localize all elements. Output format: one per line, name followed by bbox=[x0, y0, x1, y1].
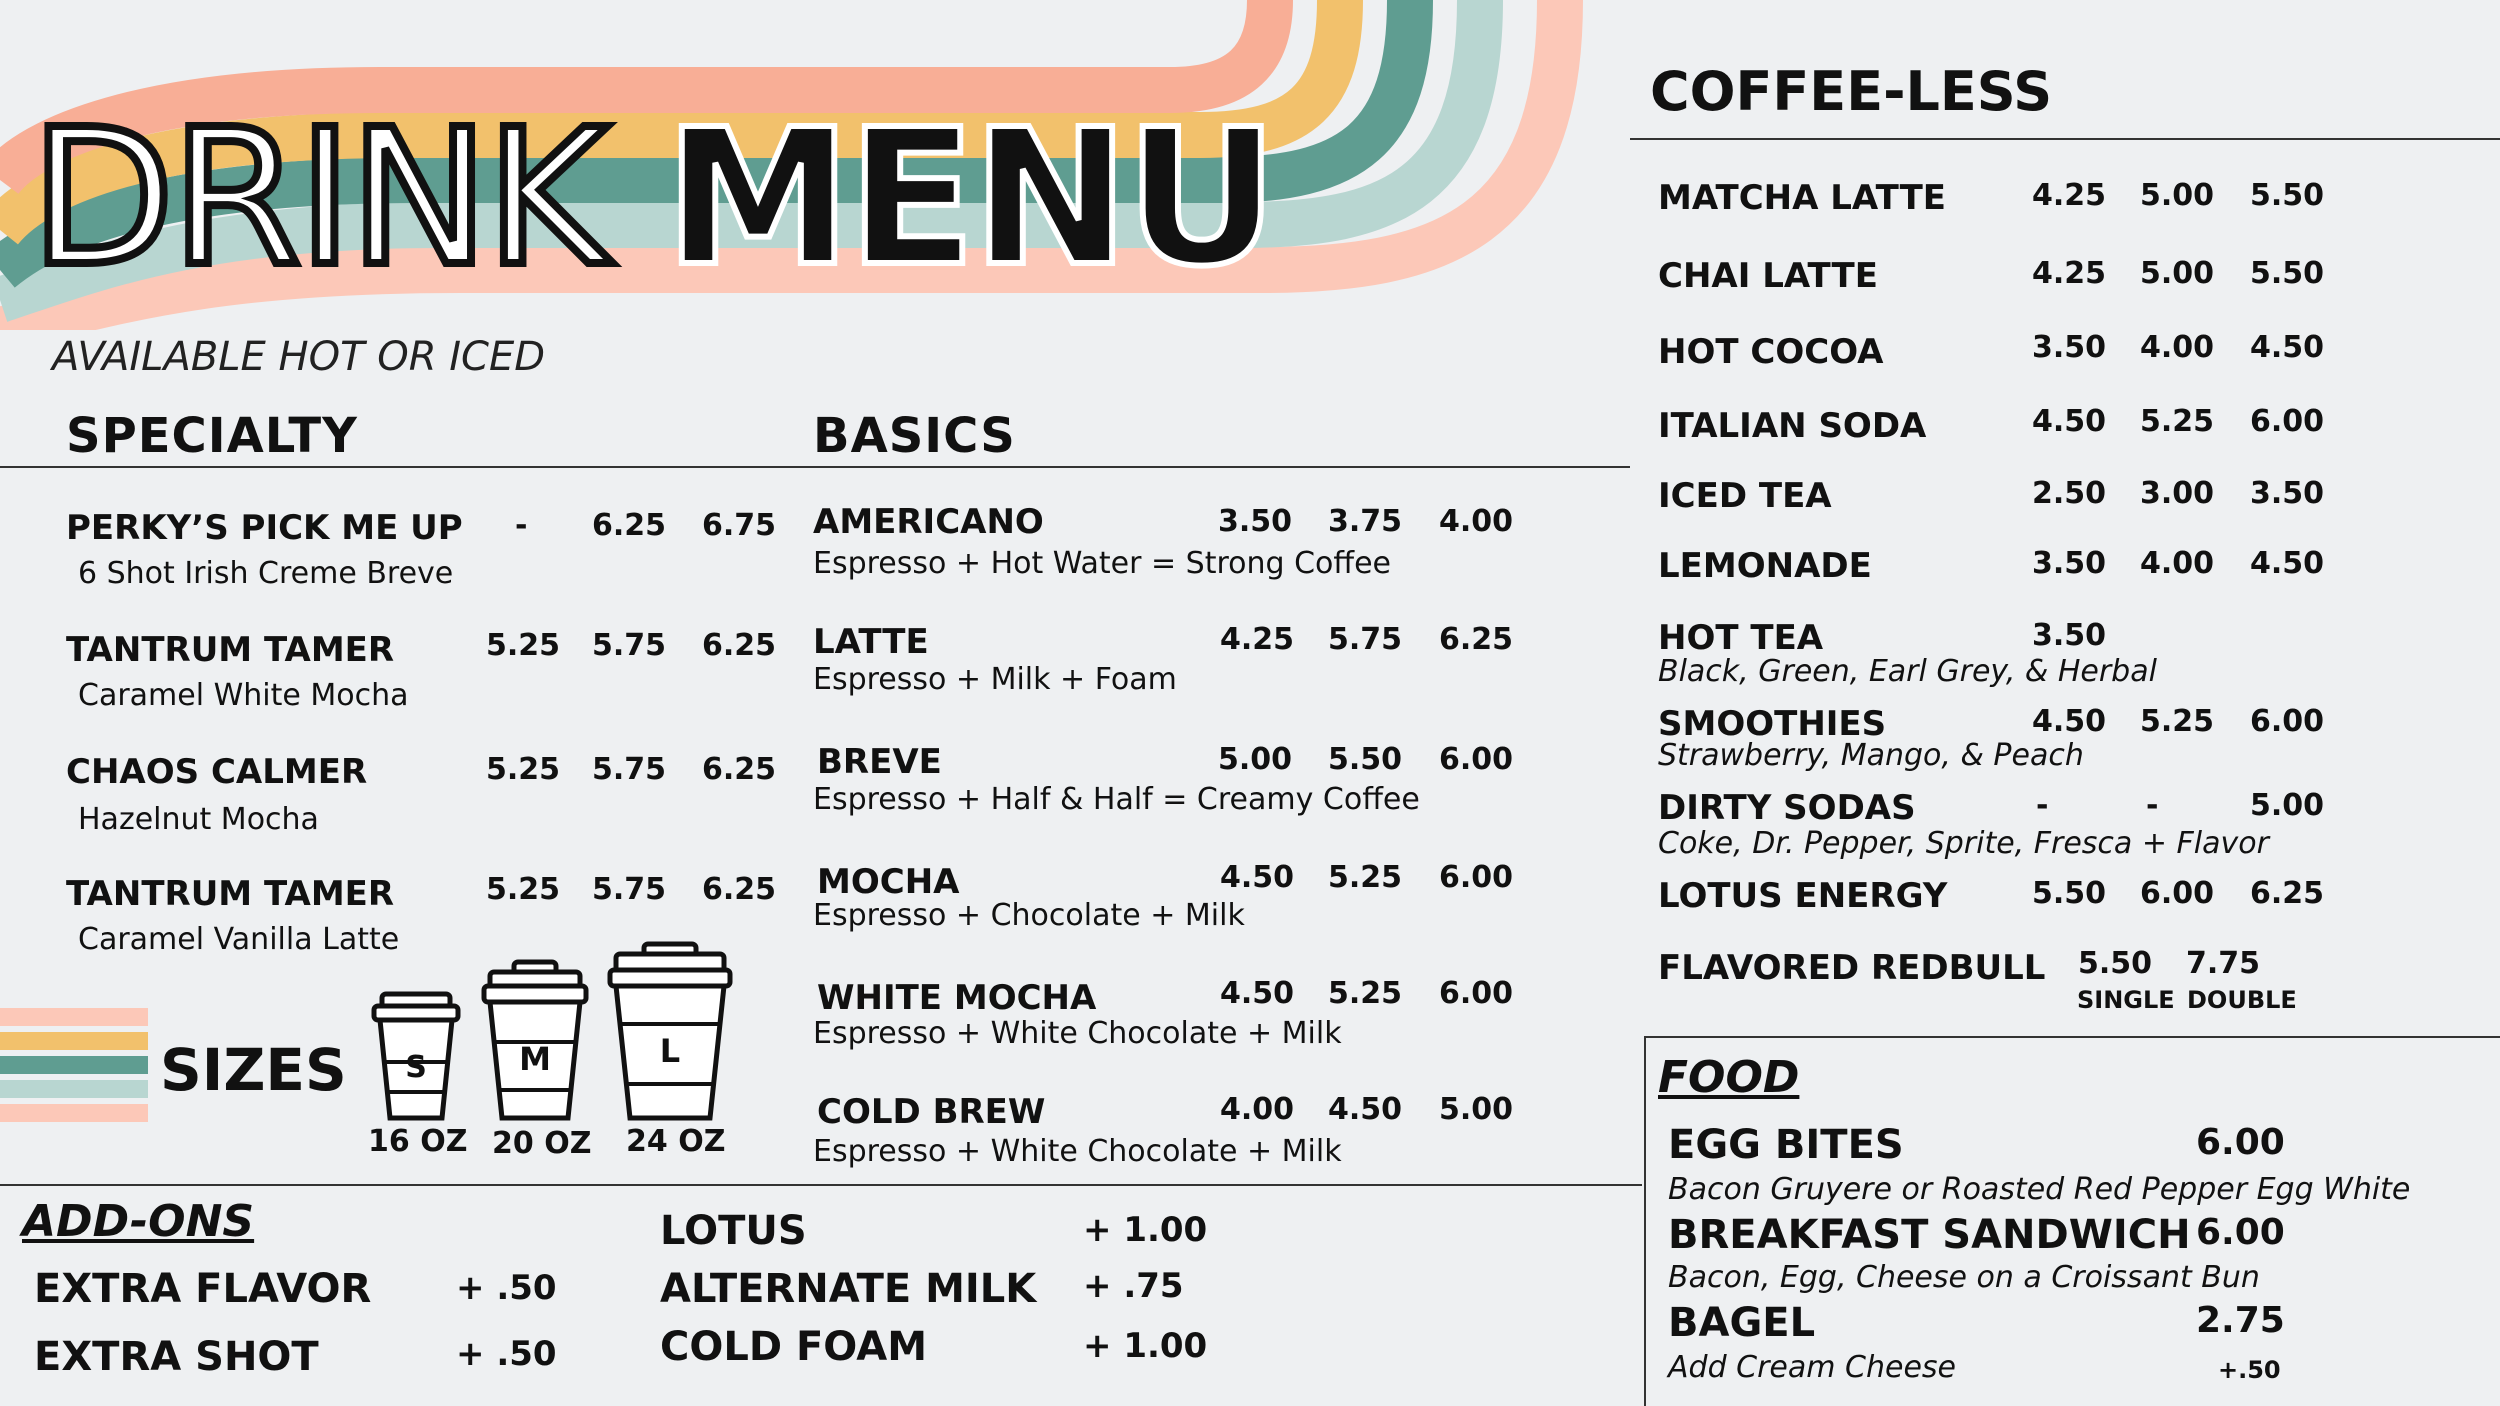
item-name: COLD BREW bbox=[817, 1092, 1046, 1132]
price-large: 5.00 bbox=[2250, 788, 2325, 823]
price-large: 6.25 bbox=[702, 628, 777, 663]
price-large: 6.00 bbox=[2250, 404, 2325, 439]
item-name: CHAI LATTE bbox=[1658, 256, 1878, 296]
item-name: TANTRUM TAMER bbox=[66, 630, 395, 670]
title-drink: DRINK bbox=[30, 89, 605, 308]
food-box-top-border bbox=[1644, 1036, 2500, 1038]
item-name: BREVE bbox=[817, 742, 942, 782]
item-price: 2.75 bbox=[2196, 1300, 2285, 1341]
food-box-left-border bbox=[1644, 1036, 1646, 1406]
menu-title bbox=[30, 89, 1275, 308]
item-name: PERKY’S PICK ME UP bbox=[66, 508, 463, 548]
price-medium: 5.75 bbox=[592, 752, 667, 787]
item-desc: Caramel White Mocha bbox=[78, 678, 409, 713]
cup-medium-letter: M bbox=[519, 1040, 551, 1078]
addon-name: EXTRA FLAVOR bbox=[34, 1266, 372, 1312]
price-medium: 4.50 bbox=[1328, 1092, 1403, 1127]
price-large: 5.50 bbox=[2250, 256, 2325, 291]
price-small: 5.00 bbox=[1218, 742, 1293, 777]
item-name: FLAVORED REDBULL bbox=[1658, 948, 2046, 988]
price-small: - bbox=[515, 508, 528, 543]
single-label: SINGLE bbox=[2077, 986, 2175, 1014]
item-name: DIRTY SODAS bbox=[1658, 788, 1916, 828]
price-medium: 5.25 bbox=[2140, 704, 2215, 739]
item-desc: Coke, Dr. Pepper, Sprite, Fresca + Flavor bbox=[1658, 826, 2269, 861]
item-name: LOTUS ENERGY bbox=[1658, 876, 1948, 916]
price-medium: 4.00 bbox=[2140, 546, 2215, 581]
item-name: TANTRUM TAMER bbox=[66, 874, 395, 914]
basics-heading: BASICS bbox=[813, 408, 1016, 464]
price-large: 6.25 bbox=[702, 752, 777, 787]
addons-heading: ADD-ONS bbox=[22, 1196, 255, 1247]
item-name: ICED TEA bbox=[1658, 476, 1832, 516]
price-large: 6.00 bbox=[1439, 860, 1514, 895]
item-name: EGG BITES bbox=[1668, 1122, 1904, 1168]
item-desc: Black, Green, Earl Grey, & Herbal bbox=[1658, 654, 2157, 689]
item-desc: Espresso + Chocolate + Milk bbox=[813, 898, 1245, 933]
coffeeless-heading: COFFEE-LESS bbox=[1650, 60, 2053, 123]
price-large: 6.00 bbox=[1439, 742, 1514, 777]
price-small: 4.50 bbox=[2032, 704, 2107, 739]
double-label: DOUBLE bbox=[2187, 986, 2297, 1014]
price-small: 3.50 bbox=[1218, 504, 1293, 539]
size-oz-small: 16 OZ bbox=[368, 1124, 468, 1159]
price-medium: 5.75 bbox=[592, 628, 667, 663]
price-small: 4.50 bbox=[1220, 860, 1295, 895]
item-extra-price: +.50 bbox=[2218, 1356, 2281, 1384]
price-medium: - bbox=[2146, 788, 2159, 823]
subtitle: AVAILABLE HOT OR ICED bbox=[52, 334, 546, 380]
price-large: 5.50 bbox=[2250, 178, 2325, 213]
cup-small-letter: S bbox=[405, 1050, 427, 1085]
price-large: 6.00 bbox=[2250, 704, 2325, 739]
price-small: 3.50 bbox=[2032, 618, 2107, 653]
price-large: 6.00 bbox=[1439, 976, 1514, 1011]
price-medium: 6.00 bbox=[2140, 876, 2215, 911]
price-small: 5.25 bbox=[486, 628, 561, 663]
item-name: MATCHA LATTE bbox=[1658, 178, 1946, 218]
item-name: HOT TEA bbox=[1658, 618, 1824, 658]
item-desc: Add Cream Cheese bbox=[1668, 1350, 1956, 1385]
price-large: 4.50 bbox=[2250, 330, 2325, 365]
price-medium: 3.75 bbox=[1328, 504, 1403, 539]
item-name: SMOOTHIES bbox=[1658, 704, 1887, 744]
item-desc: Espresso + Milk + Foam bbox=[813, 662, 1177, 697]
specialty-heading: SPECIALTY bbox=[66, 408, 358, 464]
cup-large-letter: L bbox=[659, 1032, 681, 1070]
addon-price: + .50 bbox=[456, 1268, 557, 1308]
price-medium: 5.25 bbox=[1328, 976, 1403, 1011]
addon-name: ALTERNATE MILK bbox=[660, 1266, 1037, 1312]
price-small: 4.50 bbox=[1220, 976, 1295, 1011]
item-name: BAGEL bbox=[1668, 1300, 1816, 1346]
price-medium: 5.00 bbox=[2140, 256, 2215, 291]
price-small: 4.25 bbox=[2032, 256, 2107, 291]
item-name: MOCHA bbox=[817, 862, 960, 902]
price-double: 7.75 bbox=[2186, 946, 2261, 981]
price-medium: 5.50 bbox=[1328, 742, 1403, 777]
price-small: 3.50 bbox=[2032, 546, 2107, 581]
item-name: WHITE MOCHA bbox=[817, 978, 1097, 1018]
price-small: 5.50 bbox=[2032, 876, 2107, 911]
item-name: CHAOS CALMER bbox=[66, 752, 368, 792]
item-desc: Strawberry, Mango, & Peach bbox=[1658, 738, 2084, 773]
price-small: 2.50 bbox=[2032, 476, 2107, 511]
price-medium: 5.75 bbox=[592, 872, 667, 907]
addon-name: COLD FOAM bbox=[660, 1324, 927, 1370]
price-small: 4.25 bbox=[1220, 622, 1295, 657]
item-name: LEMONADE bbox=[1658, 546, 1872, 586]
item-desc: Bacon, Egg, Cheese on a Croissant Bun bbox=[1668, 1260, 2260, 1295]
title-menu: MENU bbox=[664, 89, 1275, 308]
size-oz-large: 24 OZ bbox=[626, 1124, 726, 1159]
food-heading: FOOD bbox=[1658, 1052, 1800, 1103]
price-medium: 3.00 bbox=[2140, 476, 2215, 511]
price-large: 6.75 bbox=[702, 508, 777, 543]
item-name: HOT COCOA bbox=[1658, 332, 1884, 372]
price-large: 4.50 bbox=[2250, 546, 2325, 581]
price-large: 6.25 bbox=[1439, 622, 1514, 657]
price-large: 5.00 bbox=[1439, 1092, 1514, 1127]
price-large: 4.00 bbox=[1439, 504, 1514, 539]
item-name: AMERICANO bbox=[813, 502, 1044, 542]
price-small: 4.00 bbox=[1220, 1092, 1295, 1127]
sizes-stripes-decoration bbox=[0, 1008, 148, 1122]
price-small: 3.50 bbox=[2032, 330, 2107, 365]
item-desc: Hazelnut Mocha bbox=[78, 802, 319, 837]
item-desc: 6 Shot Irish Creme Breve bbox=[78, 556, 454, 591]
item-desc: Espresso + White Chocolate + Milk bbox=[813, 1134, 1342, 1169]
addon-price: + 1.00 bbox=[1083, 1210, 1208, 1250]
addon-price: + .75 bbox=[1083, 1266, 1184, 1306]
section-divider-top bbox=[0, 466, 1630, 468]
addon-name: EXTRA SHOT bbox=[34, 1334, 319, 1380]
price-small: 4.50 bbox=[2032, 404, 2107, 439]
price-medium: 5.00 bbox=[2140, 178, 2215, 213]
sizes-label: SIZES bbox=[160, 1036, 347, 1104]
size-oz-medium: 20 OZ bbox=[492, 1126, 592, 1161]
addons-divider bbox=[0, 1184, 1642, 1186]
price-large: 3.50 bbox=[2250, 476, 2325, 511]
addon-price: + 1.00 bbox=[1083, 1326, 1208, 1366]
item-name: BREAKFAST SANDWICH bbox=[1668, 1212, 2191, 1258]
price-medium: 5.75 bbox=[1328, 622, 1403, 657]
item-desc: Espresso + White Chocolate + Milk bbox=[813, 1016, 1342, 1051]
item-desc: Caramel Vanilla Latte bbox=[78, 922, 400, 957]
item-price: 6.00 bbox=[2196, 1212, 2285, 1253]
price-large: 6.25 bbox=[2250, 876, 2325, 911]
item-name: LATTE bbox=[813, 622, 929, 662]
addon-name: LOTUS bbox=[660, 1208, 807, 1254]
item-name: ITALIAN SODA bbox=[1658, 406, 1927, 446]
price-small: - bbox=[2036, 788, 2049, 823]
item-desc: Espresso + Half & Half = Creamy Coffee bbox=[813, 782, 1420, 817]
price-medium: 5.25 bbox=[2140, 404, 2215, 439]
addon-price: + .50 bbox=[456, 1334, 557, 1374]
item-desc: Bacon Gruyere or Roasted Red Pepper Egg White bbox=[1668, 1172, 2411, 1207]
item-desc: Espresso + Hot Water = Strong Coffee bbox=[813, 546, 1391, 581]
price-small: 5.25 bbox=[486, 872, 561, 907]
coffeeless-divider bbox=[1630, 138, 2500, 140]
item-price: 6.00 bbox=[2196, 1122, 2285, 1163]
price-small: 4.25 bbox=[2032, 178, 2107, 213]
price-small: 5.25 bbox=[486, 752, 561, 787]
price-medium: 5.25 bbox=[1328, 860, 1403, 895]
price-single: 5.50 bbox=[2078, 946, 2153, 981]
price-medium: 4.00 bbox=[2140, 330, 2215, 365]
price-large: 6.25 bbox=[702, 872, 777, 907]
price-medium: 6.25 bbox=[592, 508, 667, 543]
